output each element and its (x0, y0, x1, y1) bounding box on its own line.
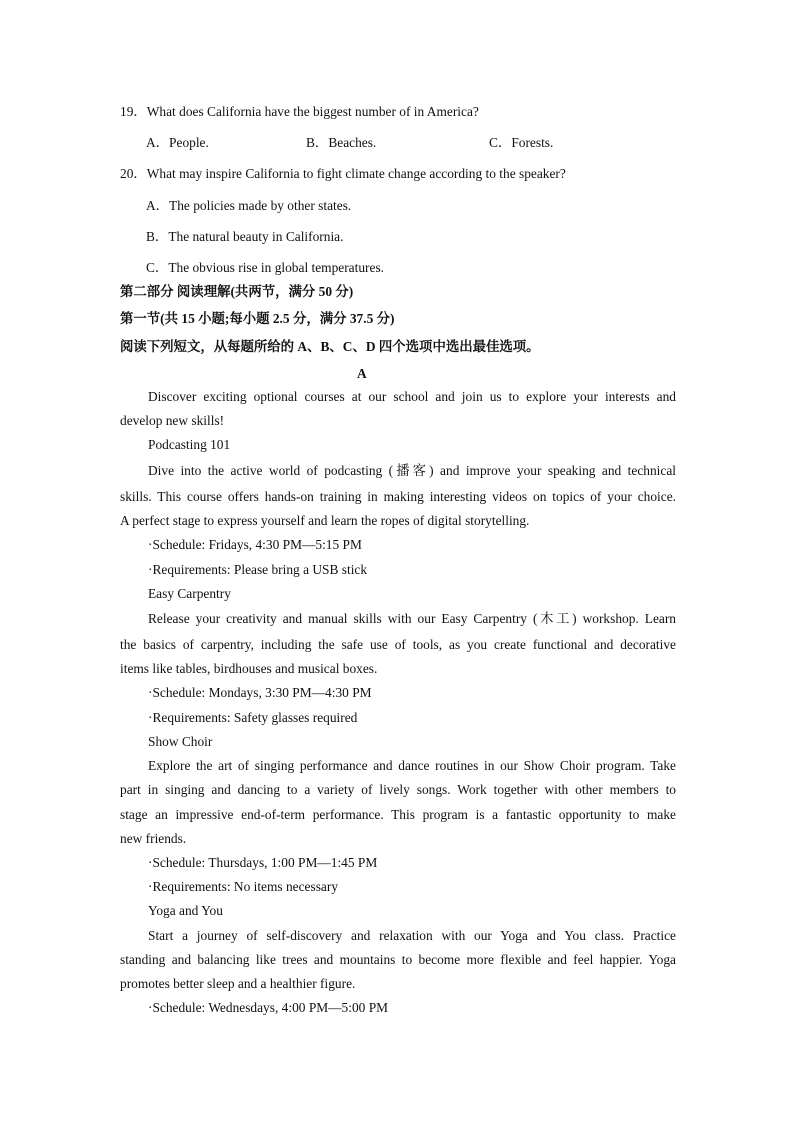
section-one-heading: 第一节(共 15 小题;每小题 2.5 分，满分 37.5 分) (120, 311, 395, 326)
reading-instruction: 阅读下列短文，从每题所给的 A、B、C、D 四个选项中选出最佳选项。 (120, 339, 540, 354)
yoga-desc-line-3: promotes better sleep and a healthier figure. (120, 976, 356, 991)
choir-desc-line-1: Explore the art of singing performance and dance routines in our Show Choir program. Take (148, 758, 676, 773)
q20-option-c: C．The obvious rise in global temperatures. (146, 260, 385, 275)
podcasting-desc-line-2: skills. This course offers hands-on training in making interesting videos on topics of your choice. (120, 489, 676, 504)
carpentry-schedule: ·Schedule: Mondays, 3:30 PM—4:30 PM (148, 685, 372, 700)
passage-label: A (357, 366, 367, 381)
part-two-heading: 第二部分 阅读理解(共两节，满分 50 分) (120, 284, 354, 299)
course-title-podcasting: Podcasting 101 (148, 437, 231, 452)
q20-option-a: A．The policies made by other states. (146, 198, 352, 213)
carpentry-desc-line-1: Release your creativity and manual skills with our Easy Carpentry (木工) workshop. Learn (148, 611, 676, 626)
q20-option-b: B．The natural beauty in California. (146, 229, 344, 244)
course-title-yoga: Yoga and You (148, 903, 223, 918)
yoga-desc-line-1: Start a journey of self-discovery and relaxation with our Yoga and You class. Practice (148, 928, 676, 943)
intro-line-2: develop new skills! (120, 413, 225, 428)
choir-schedule: ·Schedule: Thursdays, 1:00 PM—1:45 PM (148, 855, 378, 870)
choir-desc-line-4: new friends. (120, 831, 187, 846)
choir-desc-line-3: stage an impressive end-of-term performance. This program is a fantastic opportunity to make (120, 807, 676, 822)
choir-requirements: ·Requirements: No items necessary (148, 879, 339, 894)
question-19-stem: 19．What does California have the biggest number of in America? (120, 104, 479, 119)
q19-option-b: B．Beaches. (306, 135, 377, 150)
carpentry-requirements: ·Requirements: Safety glasses required (148, 710, 358, 725)
course-title-show-choir: Show Choir (148, 734, 213, 749)
carpentry-desc-line-3: items like tables, birdhouses and musical boxes. (120, 661, 378, 676)
choir-desc-line-2: part in singing and dancing to a variety of lively songs. Work together with other members to (120, 782, 676, 797)
question-20-stem: 20．What may inspire California to fight climate change according to the speaker? (120, 166, 566, 181)
intro-line-1: Discover exciting optional courses at our school and join us to explore your interests and (148, 389, 676, 404)
yoga-desc-line-2: standing and balancing like trees and mountains to become more flexible and feel happier. Yoga (120, 952, 676, 967)
carpentry-desc-line-2: the basics of carpentry, including the safe use of tools, as you create functional and decorative (120, 637, 676, 652)
podcasting-desc-line-1: Dive into the active world of podcasting (播客) and improve your speaking and technical (148, 463, 676, 478)
podcasting-schedule: ·Schedule: Fridays, 4:30 PM—5:15 PM (148, 537, 362, 552)
yoga-schedule: ·Schedule: Wednesdays, 4:00 PM—5:00 PM (148, 1000, 389, 1015)
podcasting-requirements: ·Requirements: Please bring a USB stick (148, 562, 368, 577)
course-title-carpentry: Easy Carpentry (148, 586, 231, 601)
q19-option-a: A．People. (146, 135, 209, 150)
q19-option-c: C．Forests. (489, 135, 554, 150)
podcasting-desc-line-3: A perfect stage to express yourself and learn the ropes of digital storytelling. (120, 513, 530, 528)
